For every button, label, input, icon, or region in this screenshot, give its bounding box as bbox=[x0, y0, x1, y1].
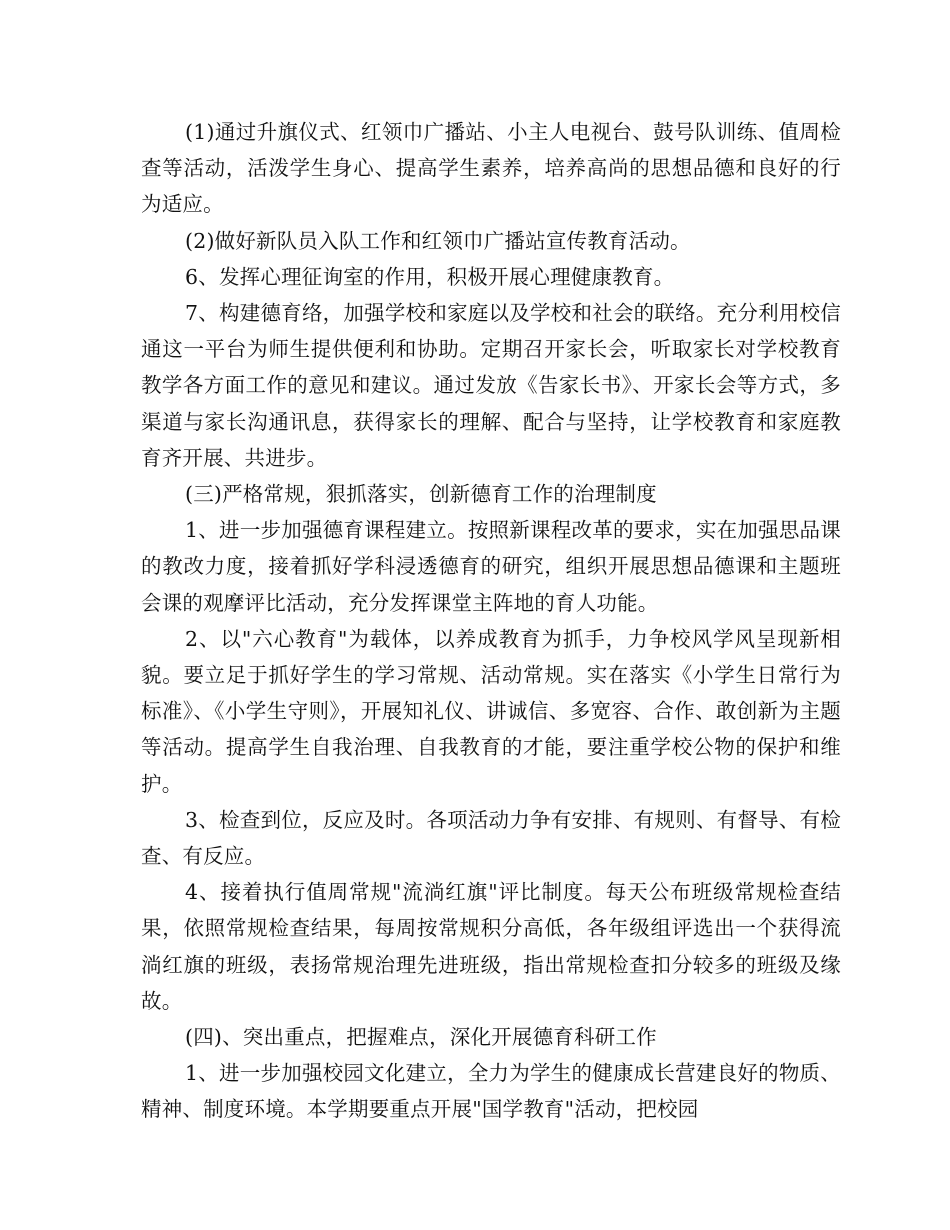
paragraph-1: (1)通过升旗仪式、红领巾广播站、小主人电视台、鼓号队训练、值周检查等活动，活泼学生身心、提高学生素养，培养高尚的思想品德和良好的行为适应。 bbox=[141, 120, 841, 217]
paragraph-4: 7、构建德育络，加强学校和家庭以及学校和社会的联络。充分利用校信通这一平台为师生提供便利和协助。定期召开家长会，听取家长对学校教育教学各方面工作的意见和建议。通过发放《告家长书》、开家长会等方式，多渠道与家长沟通讯息，获得家长的理解、配合与坚持，让学校教育和家庭教育齐开展、共进步。 bbox=[141, 301, 841, 470]
section-heading-4: (四)、突出重点，把握难点，深化开展德育科研工作 bbox=[185, 1025, 657, 1050]
paragraph-3: 6、发挥心理征询室的作用，积极开展心理健康教育。 bbox=[185, 264, 675, 289]
section-heading-3: (三)严格常规，狠抓落实，创新德育工作的治理制度 bbox=[185, 482, 657, 507]
paragraph-7: 3、检查到位，反应及时。各项活动力争有安排、有规则、有督导、有检查、有反应。 bbox=[141, 807, 841, 869]
paragraph-6: 2、以"六心教育"为载体，以养成教育为抓手，力争校风学风呈现新相貌。要立足于抓好学生的学习常规、活动常规。实在落实《小学生日常行为标准》、《小学生守则》，开展知礼仪、讲诚信、多宽容、合作、敢创新为主题等活动。提高学生自我治理、自我教育的才能，要注重学校公物的保护和维护。 bbox=[141, 626, 841, 796]
paragraph-8: 4、接着执行值周常规"流淌红旗"评比制度。每天公布班级常规检查结果，依照常规检查结果，每周按常规积分高低，各年级组评选出一个获得流淌红旗的班级，表扬常规治理先进班级，指出常规检查扣分较多的班级及缘故。 bbox=[141, 880, 841, 1013]
paragraph-2: (2)做好新队员入队工作和红领巾广播站宣传教育活动。 bbox=[185, 228, 691, 253]
document-body bbox=[141, 114, 841, 1128]
paragraph-5: 1、进一步加强德育课程建立。按照新课程改革的要求，实在加强思品课的教改力度，接着抓好学科浸透德育的研究，组织开展思想品德课和主题班会课的观摩评比活动，充分发挥课堂主阵地的育人功能。 bbox=[141, 518, 841, 615]
paragraph-9: 1、进一步加强校园文化建立，全力为学生的健康成长营建良好的物质、精神、制度环境。本学期要重点开展"国学教育"活动，把校园 bbox=[141, 1061, 841, 1122]
